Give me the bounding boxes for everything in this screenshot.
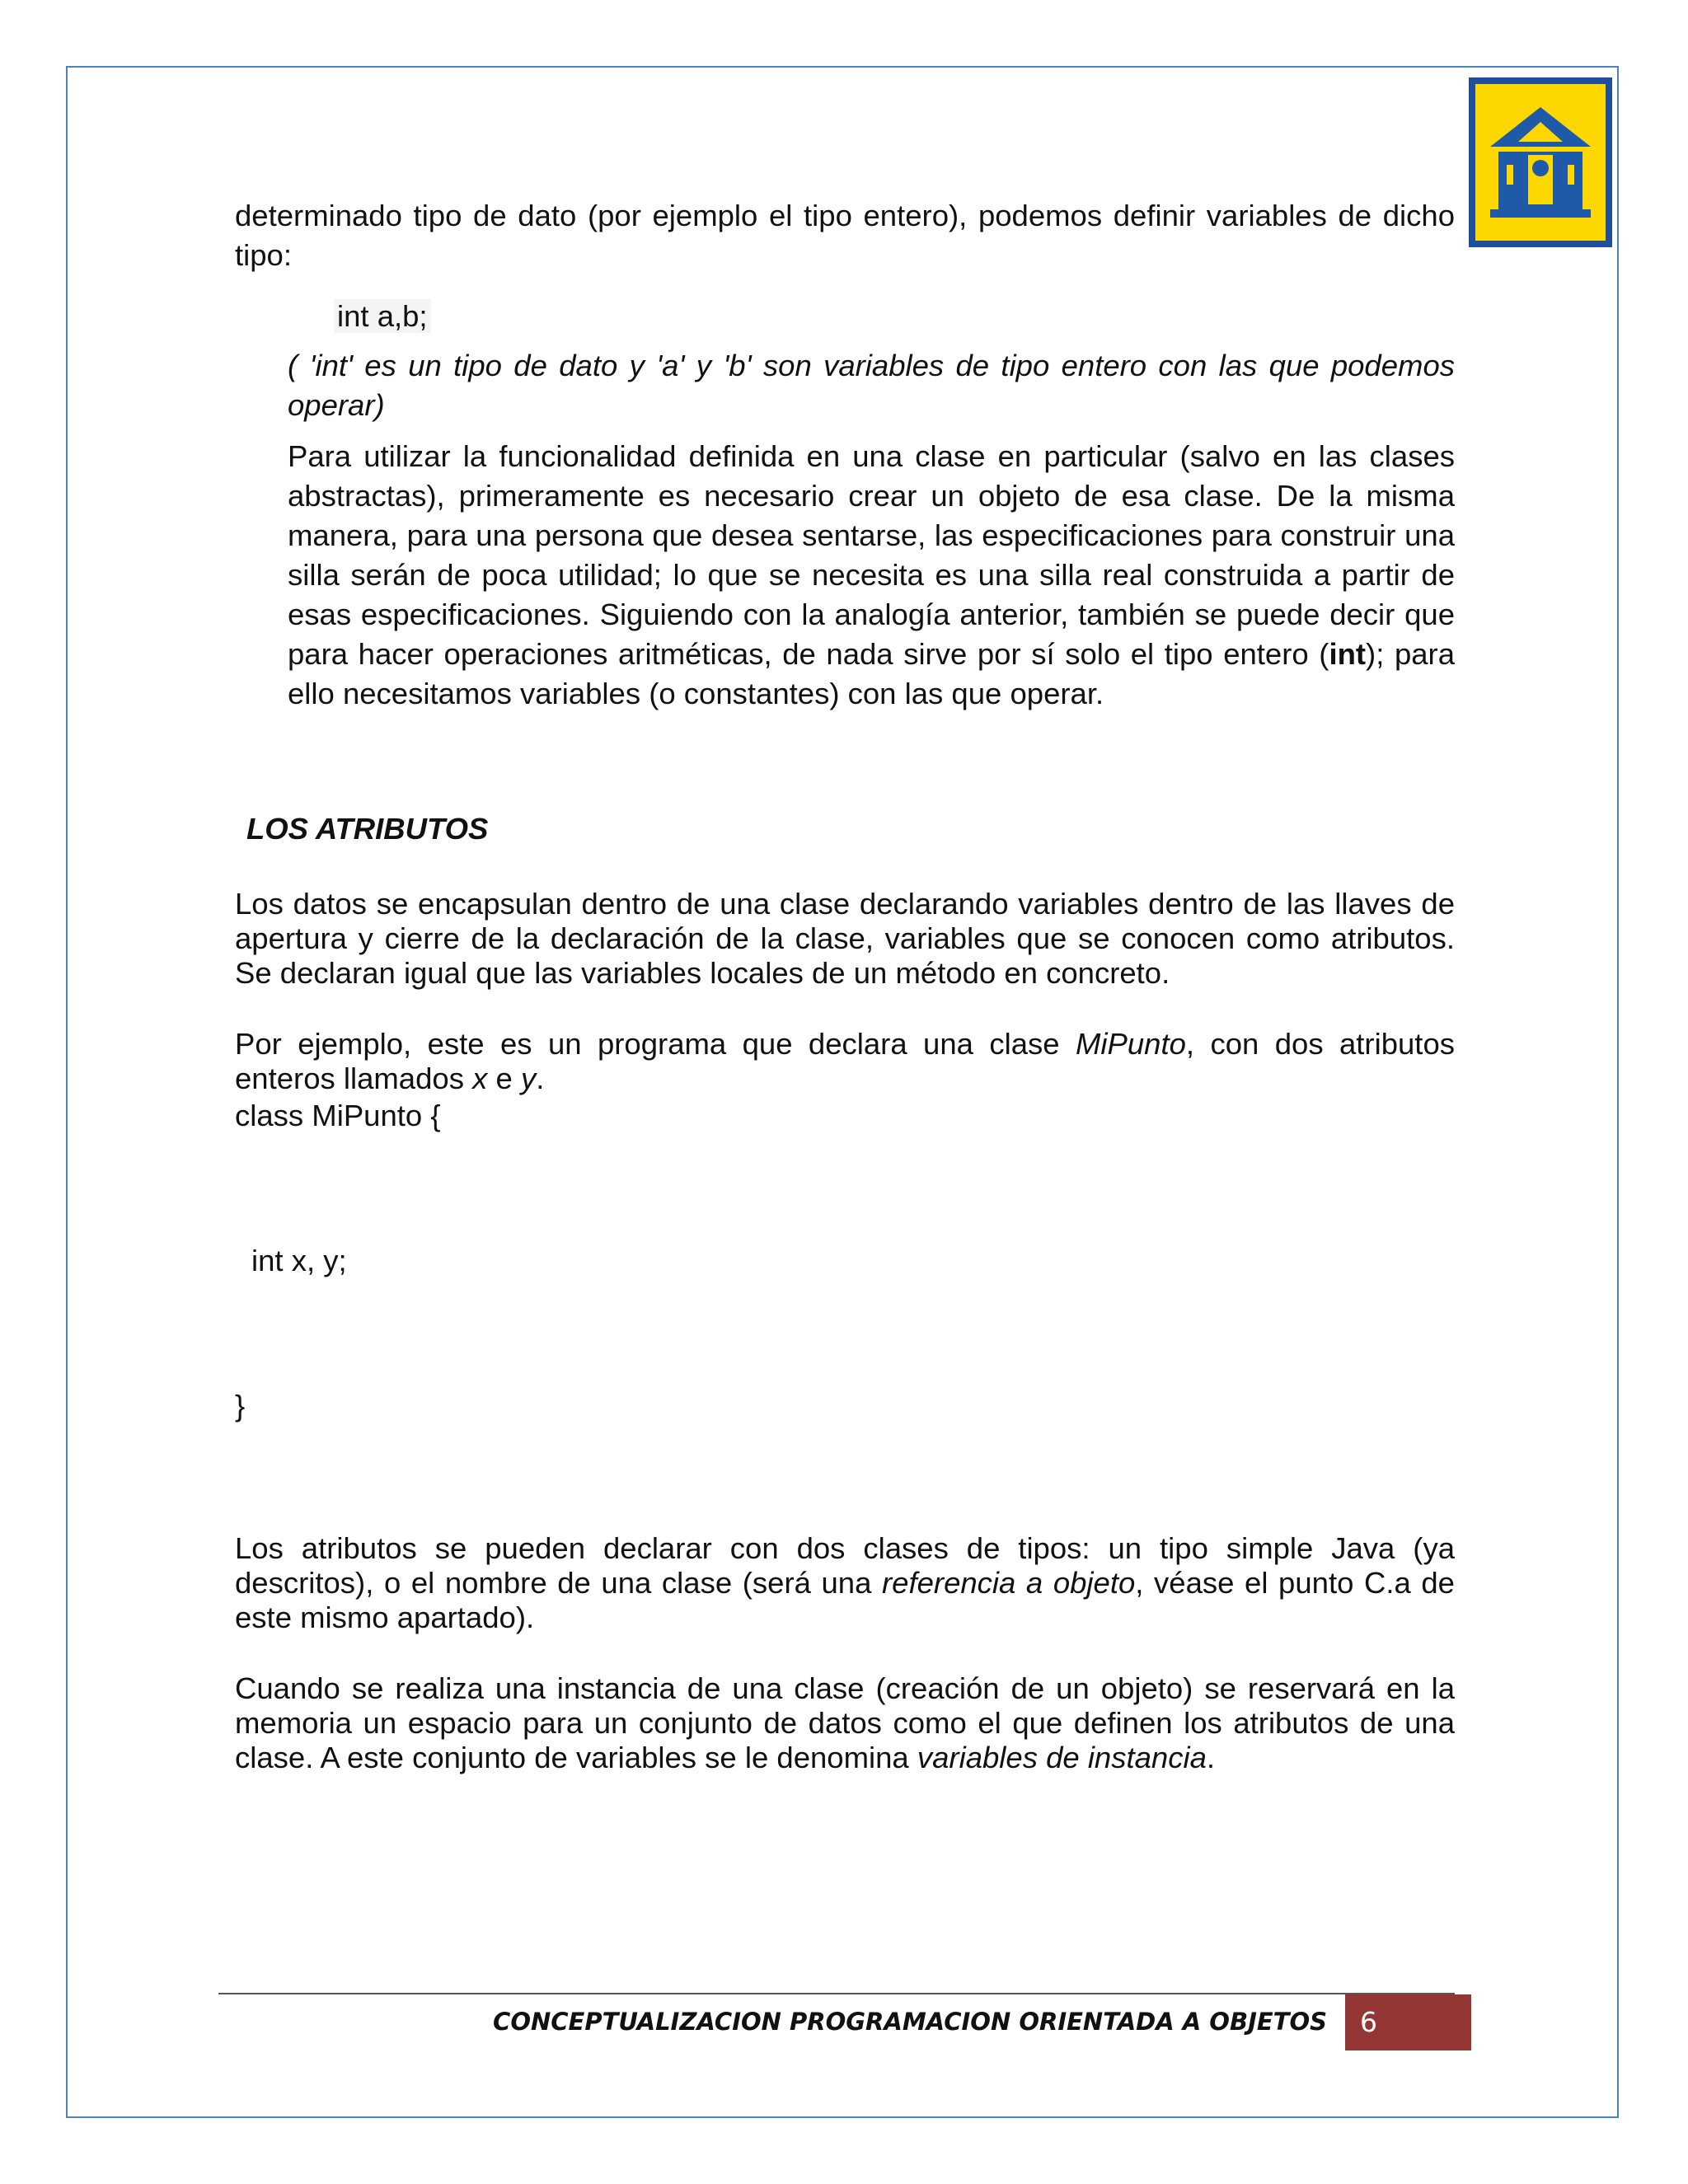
example-paragraph — [235, 1027, 1455, 1096]
int-keyword: int — [1329, 637, 1367, 671]
object-reference-term: referencia a objeto — [882, 1566, 1136, 1600]
school-building-icon — [1467, 76, 1614, 249]
types-text-2: , véase el punto C.a de este mismo apartado). — [235, 1566, 1455, 1634]
types-paragraph — [235, 1531, 1455, 1635]
code-fields: int x, y; — [251, 1244, 347, 1277]
attribute-y: y — [520, 1062, 537, 1095]
example-text-1: Por ejemplo, este es un programa que declara una clase — [235, 1027, 1076, 1061]
section-heading: LOS ATRIBUTOS — [246, 812, 489, 846]
type-note: ( 'int' es un tipo de dato y 'a' y 'b' son variables de tipo entero con las que podemos operar) — [288, 349, 1455, 422]
attribute-x: x — [472, 1062, 488, 1095]
types-text-1: Los atributos se pueden declarar con dos clases de tipos: un tipo simple Java (ya descritos), o el nombre de una clase (será una — [235, 1531, 1455, 1600]
class-name: MiPunto — [1076, 1027, 1186, 1061]
instance-text-2: . — [1206, 1741, 1216, 1774]
school-logo — [1467, 76, 1614, 249]
page-content — [235, 196, 1455, 1775]
functionality-text-1: Para utilizar la funcionalidad definida en una clase en particular (salvo en las clases abstractas), primeramente es necesario crear un objeto de esa clase. De la misma manera, para una persona que desea sentarse, las especificaciones para construir una silla serán de poca utilidad; lo que se necesita es una silla real construida a partir de esas especificaciones. Siguiendo con la analogía anterior, también se puede decir que para hacer operaciones aritméticas, de nada sirve por sí solo el tipo entero ( — [288, 439, 1455, 671]
footer-title: CONCEPTUALIZACION PROGRAMACION ORIENTADA A OBJETOS — [493, 2008, 1327, 2036]
code-declaration — [235, 297, 1455, 336]
example-text-2: , con dos atributos enteros llamados — [235, 1027, 1455, 1095]
code-class-close: } — [235, 1389, 246, 1422]
instance-text-1: Cuando se realiza una instancia de una clase (creación de un objeto) se reservará en la memoria un espacio para un conjunto de datos como el que definen los atributos de una clase. A este conjunto de variables se le denomina — [235, 1671, 1455, 1774]
example-text-3: e — [487, 1062, 521, 1095]
code-class-open: class MiPunto { — [235, 1099, 441, 1132]
functionality-text-2: ); para ello necesitamos variables (o constantes) con las que operar. — [288, 637, 1455, 710]
functionality-paragraph — [288, 437, 1455, 714]
example-text-4: . — [536, 1062, 545, 1095]
footer-divider — [218, 1993, 1455, 1994]
intro-paragraph: determinado tipo de dato (por ejemplo el tipo entero), podemos definir variables de dicho tipo: — [235, 199, 1455, 272]
encapsulation-paragraph: Los datos se encapsulan dentro de una clase declarando variables dentro de las llaves de apertura y cierre de la declaración de la clase, variables que se conocen como atributos. Se declaran igual que las variables locales de un método en concreto. — [235, 887, 1455, 990]
instance-paragraph — [235, 1671, 1455, 1775]
instance-variables-term: variables de instancia — [917, 1741, 1207, 1774]
code-declaration-text: int a,b; — [334, 299, 431, 333]
page-number: 6 — [1345, 1994, 1471, 2050]
